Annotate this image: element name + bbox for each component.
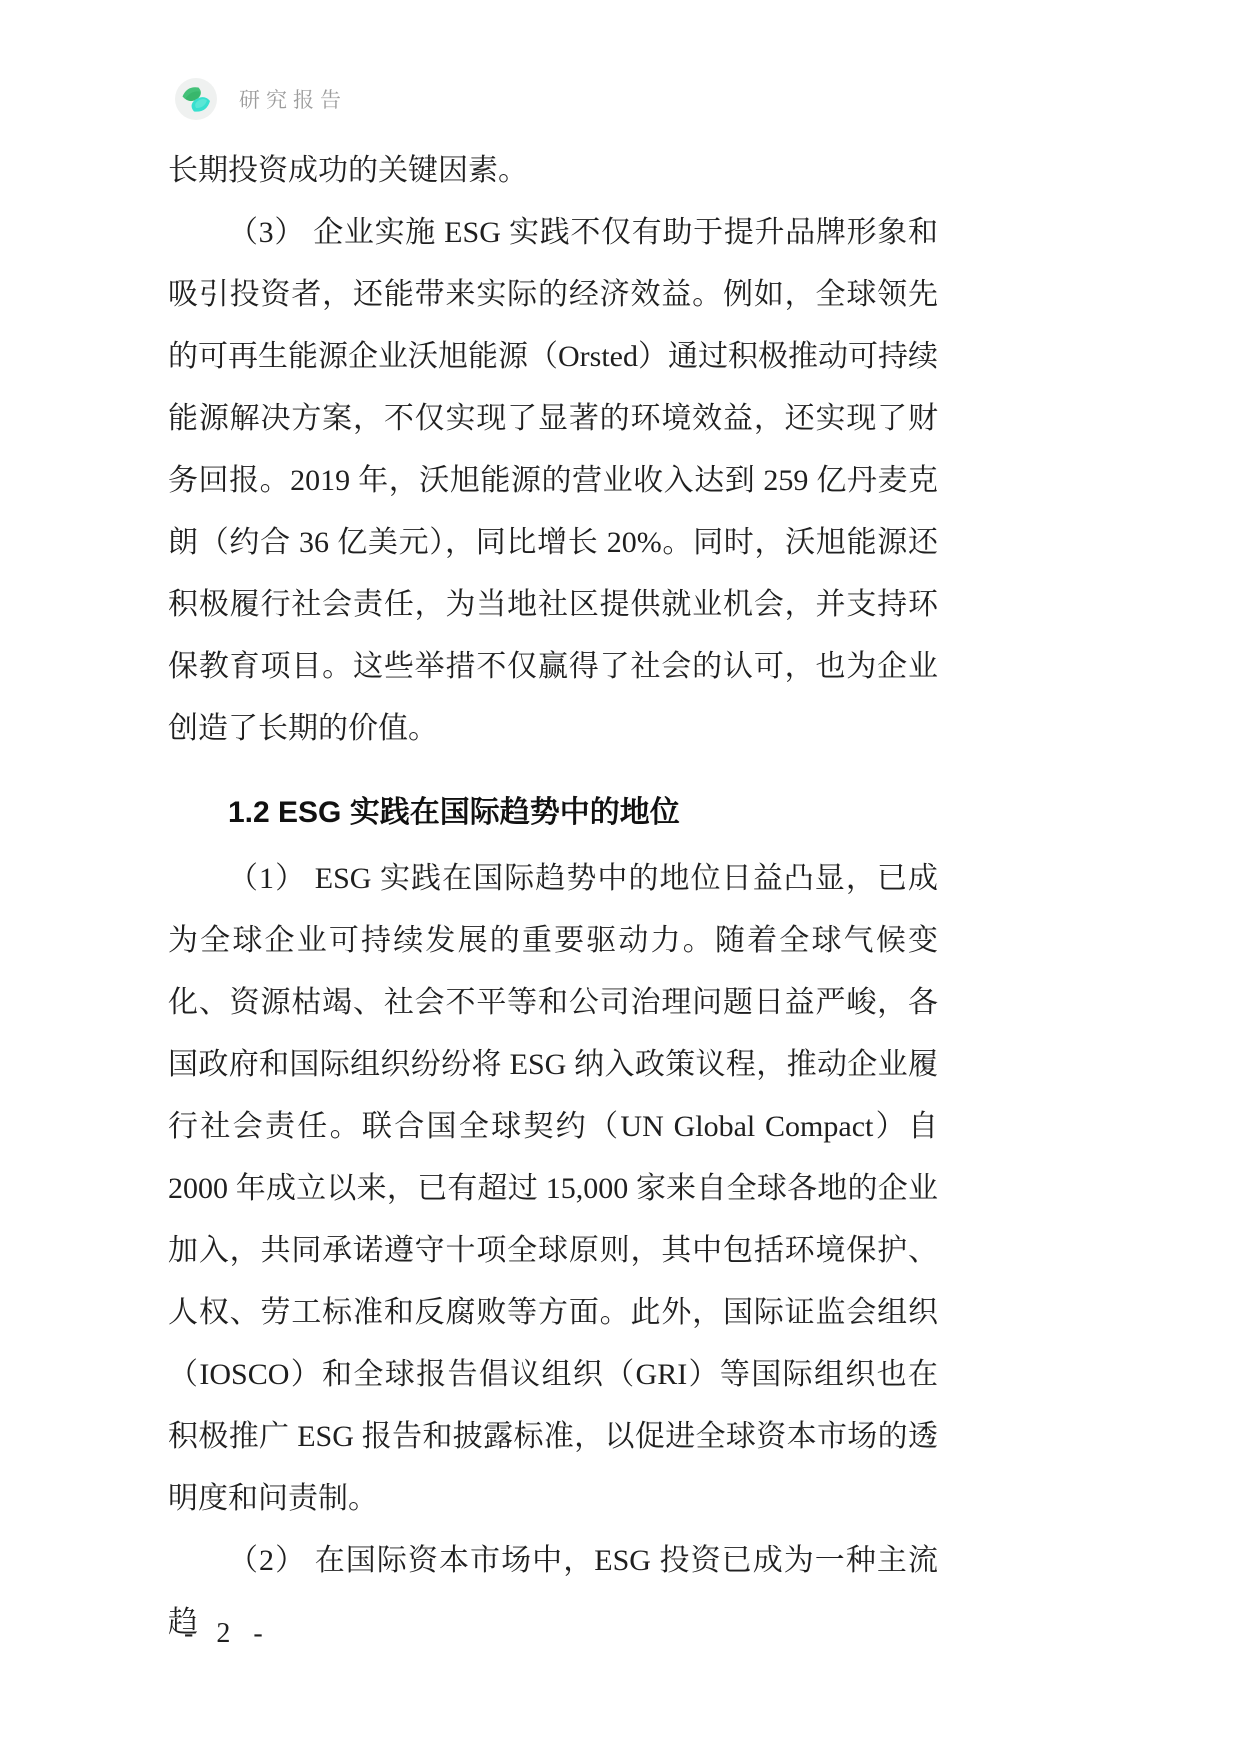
document-body	[168, 140, 938, 1654]
page-header	[175, 78, 347, 120]
paragraph-continuation: 长期投资成功的关键因素。	[168, 154, 528, 187]
section-heading-1-2: 1.2 ESG 实践在国际趋势中的地位	[228, 796, 680, 829]
brand-leaf-swirl-icon	[175, 78, 217, 120]
paragraph-item-3: （3） 企业实施 ESG 实践不仅有助于提升品牌形象和吸引投资者，还能带来实际的经济效益。例如，全球领先的可再生能源企业沃旭能源（Orsted）通过积极推动可持续能源解决方案，不仅实现了显著的环境效益，还实现了财务回报。2019 年，沃旭能源的营业收入达到 259 亿丹麦克朗（约合 36 亿美元），同比增长 20%。同时，沃旭能源还积极履行社会责任，为当地社区提供就业机会，并支持环保教育项目。这些举措不仅赢得了社会的认可，也为企业创造了长期的价值。	[168, 216, 938, 745]
paragraph-item-1: （1） ESG 实践在国际趋势中的地位日益凸显，已成为全球企业可持续发展的重要驱动力。随着全球气候变化、资源枯竭、社会不平等和公司治理问题日益严峻，各国政府和国际组织纷纷将 ESG 纳入政策议程，推动企业履行社会责任。联合国全球契约（UN Global Compact）自 2000 年成立以来，已有超过 15,000 家来自全球各地的企业加入，共同承诺遵守十项全球原则，其中包括环境保护、人权、劳工标准和反腐败等方面。此外，国际证监会组织（IOSCO）和全球报告倡议组织（GRI）等国际组织也在积极推广 ESG 报告和披露标准，以促进全球资本市场的透明度和问责制。	[168, 862, 938, 1515]
page-number: - 2 -	[184, 1618, 271, 1649]
brand-text: 研究报告	[239, 88, 347, 112]
paragraph-item-2: （2） 在国际资本市场中，ESG 投资已成为一种主流趋	[168, 1544, 938, 1639]
